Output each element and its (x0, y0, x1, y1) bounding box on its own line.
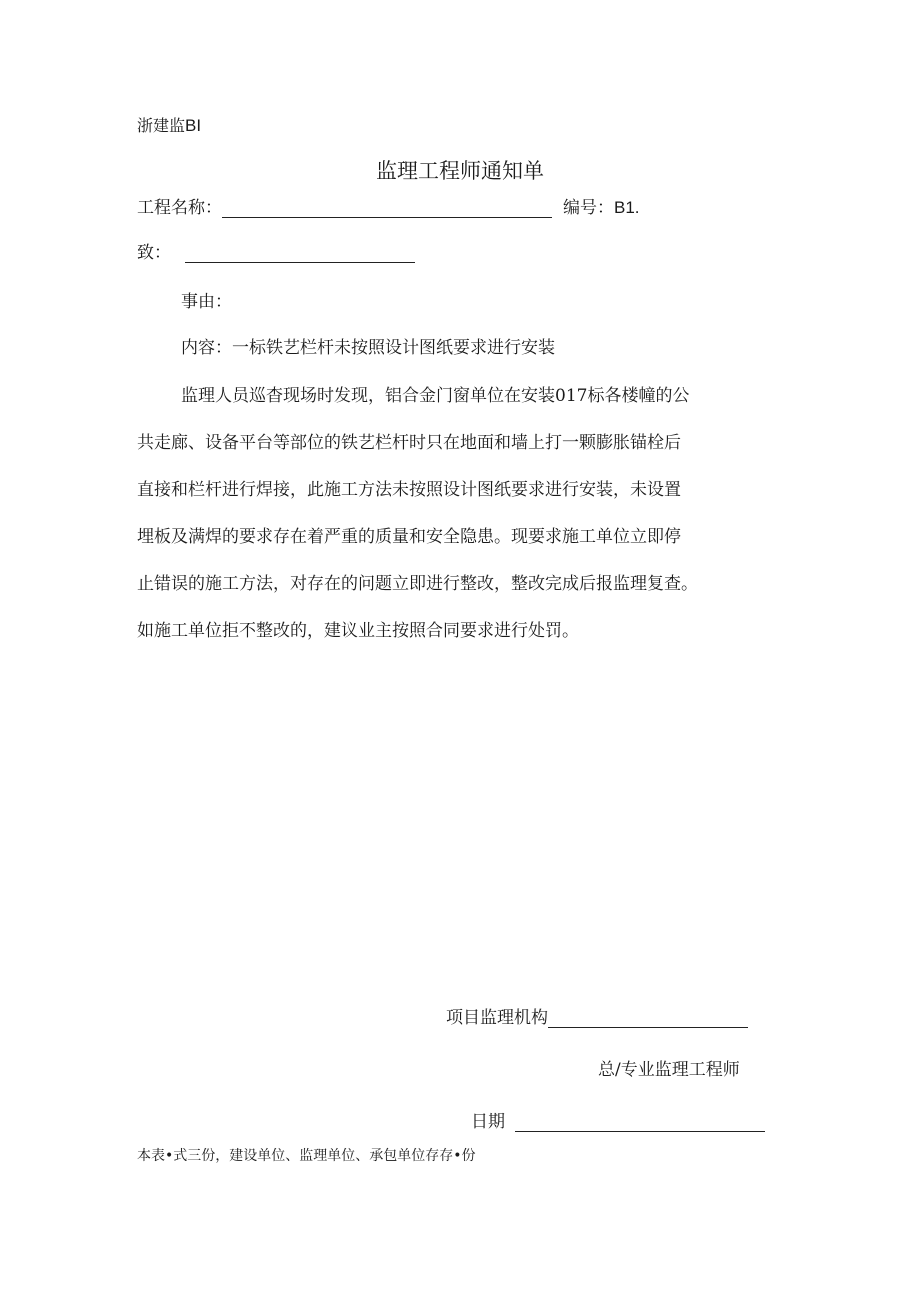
recipient-row (137, 238, 415, 263)
content-line: 内容：一标铁艺栏杆未按照设计图纸要求进行安装 (181, 338, 555, 358)
supervision-org-field[interactable] (548, 1009, 748, 1028)
project-name-label: 工程名称： (137, 198, 222, 218)
body-line: 止错误的施工方法，对存在的问题立即进行整改，整改完成后报监理复查。 (137, 574, 698, 594)
reason-label: 事由： (181, 292, 232, 312)
footer-note: 本表•式三份，建设单位、监理单位、承包单位存存•份 (137, 1148, 476, 1164)
supervision-org-row (446, 1003, 748, 1028)
date-row (471, 1107, 765, 1132)
form-code-suffix: BI (185, 116, 202, 135)
project-name-row (137, 193, 552, 218)
body-line: 共走廊、设备平台等部位的铁艺栏杆时只在地面和墙上打一颗膨胀锚栓后 (137, 433, 681, 453)
form-code-prefix: 浙建监 (137, 116, 186, 135)
number-row (563, 193, 640, 218)
supervision-org-label: 项目监理机构 (446, 1008, 548, 1028)
date-field[interactable] (515, 1113, 765, 1132)
body-line: 如施工单位拒不整改的，建议业主按照合同要求进行处罚。 (137, 621, 579, 641)
engineer-label: 总/专业监理工程师 (598, 1060, 740, 1080)
recipient-field[interactable] (185, 244, 415, 263)
body-line: 监理人员巡杳现场时发现，铝合金门窗单位在安装017标各楼幢的公 (181, 386, 690, 406)
number-value: B1. (614, 198, 640, 217)
document-title: 监理工程师通知单 (376, 159, 544, 183)
project-name-field[interactable] (222, 199, 552, 218)
date-label: 日期 (471, 1112, 505, 1132)
body-line: 直接和栏杆进行焊接，此施工方法未按照设计图纸要求进行安装，未设置 (137, 480, 681, 500)
form-code (137, 113, 201, 136)
recipient-label: 致： (137, 243, 171, 263)
number-label: 编号： (563, 198, 614, 218)
body-line: 埋板及满焊的要求存在着严重的质量和安全隐患。现要求施工单位立即停 (137, 527, 681, 547)
notice-body (137, 373, 797, 655)
